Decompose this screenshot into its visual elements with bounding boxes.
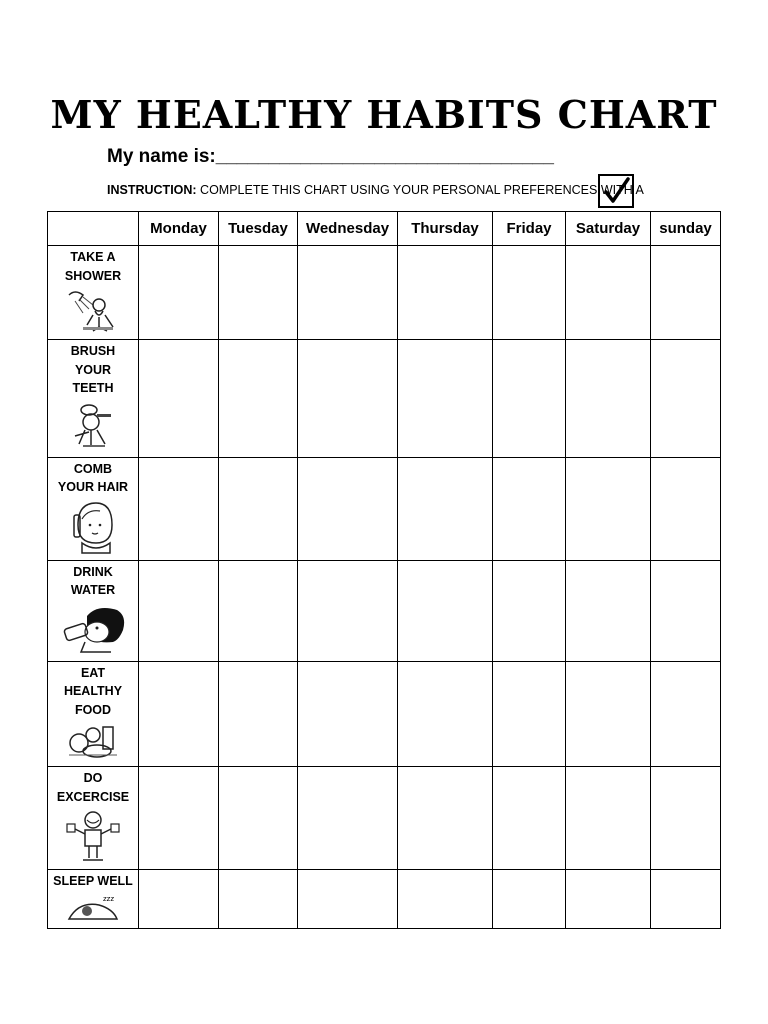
corner-cell: [48, 212, 139, 246]
habit-check-cell[interactable]: [139, 246, 219, 340]
habit-check-cell[interactable]: [219, 457, 298, 560]
habit-label: DO EXCERCISE: [56, 771, 130, 804]
habit-check-cell[interactable]: [139, 661, 219, 767]
habit-check-cell[interactable]: [298, 246, 398, 340]
habit-check-cell[interactable]: [566, 246, 651, 340]
instruction-text: [107, 183, 644, 197]
habit-label-cell: [48, 457, 139, 560]
habit-check-cell[interactable]: [219, 560, 298, 661]
habit-check-cell[interactable]: [298, 457, 398, 560]
name-field[interactable]: My name is:________________________________: [107, 146, 554, 167]
habit-check-cell[interactable]: [493, 560, 566, 661]
habit-check-cell[interactable]: [651, 340, 721, 458]
svg-text:zzz: zzz: [103, 894, 115, 903]
day-header: sunday: [651, 212, 721, 246]
habit-row: [48, 767, 721, 870]
day-header: Friday: [493, 212, 566, 246]
day-header: Thursday: [398, 212, 493, 246]
habit-check-cell[interactable]: [651, 246, 721, 340]
habit-check-cell[interactable]: [493, 767, 566, 870]
habit-label-cell: [48, 560, 139, 661]
habit-row: [48, 246, 721, 340]
day-header: Wednesday: [298, 212, 398, 246]
habit-check-cell[interactable]: [566, 340, 651, 458]
habit-check-cell[interactable]: [566, 661, 651, 767]
habit-check-cell[interactable]: [398, 340, 493, 458]
habit-check-cell[interactable]: [219, 870, 298, 929]
habit-check-cell[interactable]: [219, 661, 298, 767]
habit-row: [48, 870, 721, 929]
comb-icon: [48, 499, 138, 560]
habit-check-cell[interactable]: [398, 767, 493, 870]
habit-label-cell: [48, 340, 139, 458]
exercise-icon: [48, 808, 138, 869]
habit-check-cell[interactable]: [566, 767, 651, 870]
habit-check-cell[interactable]: [139, 560, 219, 661]
day-header: Tuesday: [219, 212, 298, 246]
habit-label: DRINK WATER: [70, 564, 116, 597]
habit-row: [48, 340, 721, 458]
instruction-body: COMPLETE THIS CHART USING YOUR PERSONAL PREFERENCES WITH A: [196, 183, 644, 197]
habit-label: SLEEP WELL: [53, 874, 133, 888]
habit-check-cell[interactable]: [298, 870, 398, 929]
toothbrush-icon: [48, 400, 138, 457]
habit-check-cell[interactable]: [493, 457, 566, 560]
habit-check-cell[interactable]: [398, 870, 493, 929]
checkbox-sample: [598, 174, 634, 208]
habit-check-cell[interactable]: [651, 767, 721, 870]
instruction-prefix: INSTRUCTION:: [107, 183, 197, 197]
habit-check-cell[interactable]: [139, 767, 219, 870]
habit-check-cell[interactable]: [566, 870, 651, 929]
habit-label: EAT HEALTHY FOOD: [63, 665, 123, 717]
habit-check-cell[interactable]: [298, 560, 398, 661]
habit-check-cell[interactable]: [493, 246, 566, 340]
day-header: Monday: [139, 212, 219, 246]
header-row: [48, 212, 721, 246]
habit-check-cell[interactable]: [298, 340, 398, 458]
habit-label: TAKE A SHOWER: [64, 250, 122, 283]
habit-check-cell[interactable]: [651, 560, 721, 661]
food-icon: [48, 721, 138, 766]
habit-check-cell[interactable]: [139, 340, 219, 458]
habit-check-cell[interactable]: [219, 340, 298, 458]
habit-label-cell: [48, 767, 139, 870]
habit-check-cell[interactable]: [651, 870, 721, 929]
habit-check-cell[interactable]: [219, 767, 298, 870]
habits-table: [47, 211, 721, 929]
habit-check-cell[interactable]: [493, 870, 566, 929]
habit-check-cell[interactable]: [219, 246, 298, 340]
checkmark-icon: [602, 176, 632, 206]
page-title: MY HEALTHY HABITS CHART: [50, 92, 718, 137]
habit-row: [48, 560, 721, 661]
habit-check-cell[interactable]: [493, 661, 566, 767]
habit-label-cell: [48, 870, 139, 929]
habit-check-cell[interactable]: [493, 340, 566, 458]
habit-label-cell: [48, 246, 139, 340]
habit-label-cell: [48, 661, 139, 767]
habit-row: [48, 661, 721, 767]
habit-check-cell[interactable]: [651, 661, 721, 767]
water-glass-icon: [48, 602, 138, 661]
habit-check-cell[interactable]: [398, 560, 493, 661]
habit-check-cell[interactable]: [651, 457, 721, 560]
habit-label: COMB YOUR HAIR: [57, 461, 129, 494]
habit-check-cell[interactable]: [566, 560, 651, 661]
habit-check-cell[interactable]: [566, 457, 651, 560]
sleep-icon: [48, 893, 138, 928]
habit-check-cell[interactable]: [398, 457, 493, 560]
habit-check-cell[interactable]: [298, 661, 398, 767]
habit-check-cell[interactable]: [398, 246, 493, 340]
shower-icon: [48, 287, 138, 338]
habit-check-cell[interactable]: [139, 870, 219, 929]
habit-label: BRUSH YOUR TEETH: [70, 344, 116, 395]
habit-check-cell[interactable]: [139, 457, 219, 560]
habit-check-cell[interactable]: [298, 767, 398, 870]
habit-row: [48, 457, 721, 560]
habit-check-cell[interactable]: [398, 661, 493, 767]
day-header: Saturday: [566, 212, 651, 246]
